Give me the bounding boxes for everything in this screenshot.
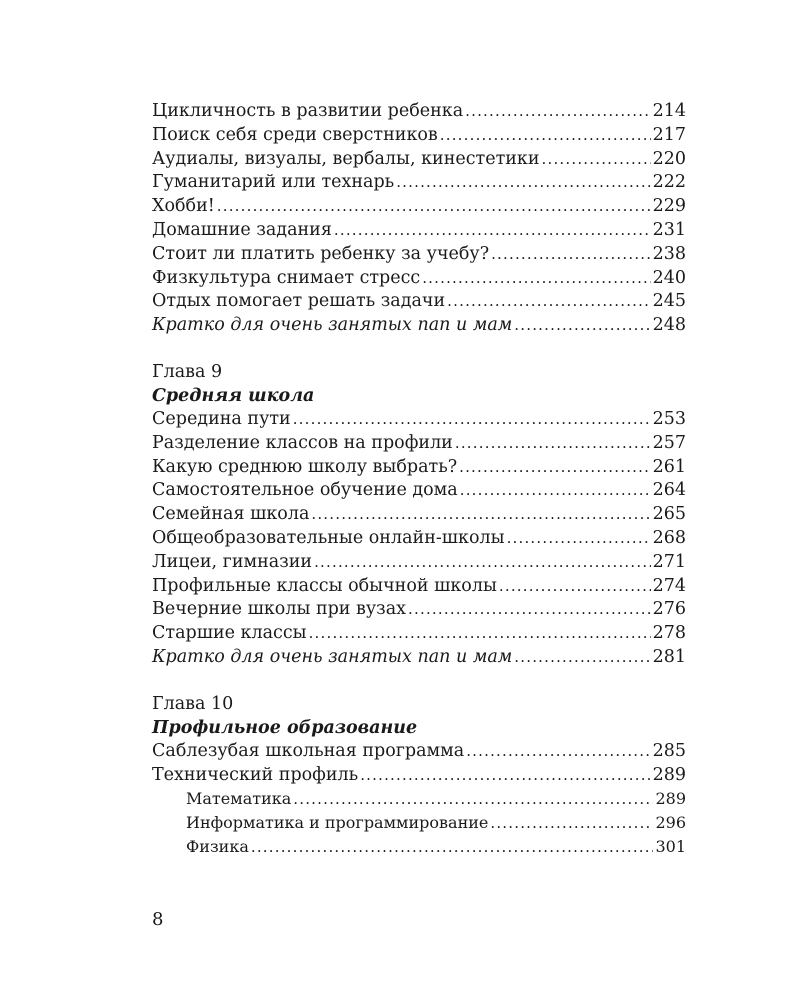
- toc-entry-title: Физика: [186, 836, 249, 856]
- toc-entry: [152, 148, 686, 172]
- toc-subentry: [152, 787, 686, 811]
- toc-entry-page: 220: [652, 148, 686, 169]
- toc-entry: [152, 622, 686, 646]
- toc-entry: [152, 527, 686, 551]
- toc-entry: [152, 195, 686, 219]
- toc-entry-page: 285: [652, 740, 686, 761]
- toc-entry-page: 265: [652, 504, 686, 525]
- toc-entry-page: 301: [655, 836, 686, 856]
- toc-entry-page: 231: [652, 219, 686, 240]
- toc-entry-title: Середина пути: [152, 408, 291, 429]
- toc-entry: [152, 479, 686, 503]
- toc-entry-page: 240: [652, 267, 686, 288]
- toc-entry-page: 289: [655, 789, 686, 809]
- toc-entry-page: 268: [652, 527, 686, 548]
- chapter-label: Глава 9: [152, 361, 223, 382]
- toc-entry-title: Информатика и программирование: [186, 813, 489, 833]
- chapter-title: Профильное образование: [152, 717, 418, 738]
- toc-entry-title: Саблезубая школьная программа: [152, 740, 465, 761]
- toc-entry-title: Какую среднюю школу выбрать?: [152, 456, 458, 477]
- toc-entry-title: Кратко для очень занятых пап и мам: [152, 646, 513, 667]
- toc-entry-title: Стоит ли платить ребенку за учебу?: [152, 243, 490, 264]
- toc-entry-title: Лицеи, гимназии: [152, 551, 313, 572]
- toc-entry: [152, 290, 686, 314]
- toc-entry-page: 245: [652, 291, 686, 312]
- chapter-title: Средняя школа: [152, 385, 315, 406]
- toc-entry: [152, 219, 686, 243]
- toc-entry: [152, 171, 686, 195]
- toc-entry-title: Семейная школа: [152, 504, 310, 525]
- toc-entry: [152, 408, 686, 432]
- toc-entry-page: 271: [652, 551, 686, 572]
- toc-entry-title: Общеобразовательные онлайн-школы: [152, 527, 505, 548]
- toc-entry: [152, 124, 686, 148]
- toc-entry: [152, 100, 686, 124]
- toc-subentry: [152, 835, 686, 859]
- toc-entry-page: 217: [652, 124, 686, 145]
- toc-entry-page: 276: [652, 599, 686, 620]
- toc-entry-page: 278: [652, 623, 686, 644]
- toc-entry-title: Кратко для очень занятых пап и мам: [152, 315, 513, 336]
- toc-entry-page: 214: [652, 101, 686, 121]
- toc-entry-title: Отдых помогает решать задачи: [152, 291, 446, 312]
- toc-entry: [152, 267, 686, 291]
- toc-entry-title: Гуманитарий или технарь: [152, 172, 395, 193]
- toc-entry-title: Технический профиль: [152, 764, 359, 785]
- toc-entry-title: Профильные классы обычной школы: [152, 575, 497, 596]
- toc-entry: [152, 575, 686, 599]
- toc-entry-title: Самостоятельное обучение дома: [152, 480, 458, 501]
- toc-entry-summary: [152, 314, 686, 338]
- toc-entry-page: 238: [652, 243, 686, 264]
- toc-entry-title: Аудиалы, визуалы, вербалы, кинестетики: [152, 148, 540, 169]
- toc-entry: [152, 551, 686, 575]
- toc-entry-page: 253: [652, 408, 686, 429]
- toc-entry-title: Разделение классов на профили: [152, 432, 453, 453]
- toc-entry-title: Поиск себя среди сверстников: [152, 124, 438, 145]
- toc-entry-page: 222: [652, 172, 686, 193]
- toc-entry-title: Хобби!: [152, 196, 215, 217]
- toc-entry-title: Домашние задания: [152, 219, 332, 240]
- toc-entry: [152, 740, 686, 764]
- toc-entry-page: 274: [652, 575, 686, 596]
- toc-entry: [152, 598, 686, 622]
- toc-entry-page: 229: [652, 196, 686, 217]
- toc-entry: [152, 503, 686, 527]
- toc-entry-title: Цикличность в развитии ребенка: [152, 101, 464, 121]
- toc-entry-page: 248: [652, 315, 686, 336]
- toc-entry-page: 296: [655, 813, 686, 833]
- toc-entry-summary: [152, 646, 686, 670]
- toc-entry: [152, 243, 686, 267]
- toc-entry: [152, 456, 686, 480]
- toc-entry-title: Старшие классы: [152, 623, 307, 644]
- page-number: 8: [152, 909, 164, 930]
- toc-entry: [152, 432, 686, 456]
- toc-entry-page: 261: [652, 456, 686, 477]
- toc-entry-page: 257: [652, 432, 686, 453]
- toc-entry-title: Вечерние школы при вузах: [152, 599, 407, 620]
- toc-entry-page: 281: [652, 646, 686, 667]
- toc-entry-title: Физкультура снимает стресс: [152, 267, 421, 288]
- toc-entry-page: 264: [652, 480, 686, 501]
- toc-entry-page: 289: [652, 764, 686, 785]
- chapter-label: Глава 10: [152, 693, 234, 714]
- table-of-contents: [152, 100, 686, 859]
- toc-entry-title: Математика: [186, 789, 292, 809]
- toc-subentry: [152, 811, 686, 835]
- toc-entry: [152, 764, 686, 788]
